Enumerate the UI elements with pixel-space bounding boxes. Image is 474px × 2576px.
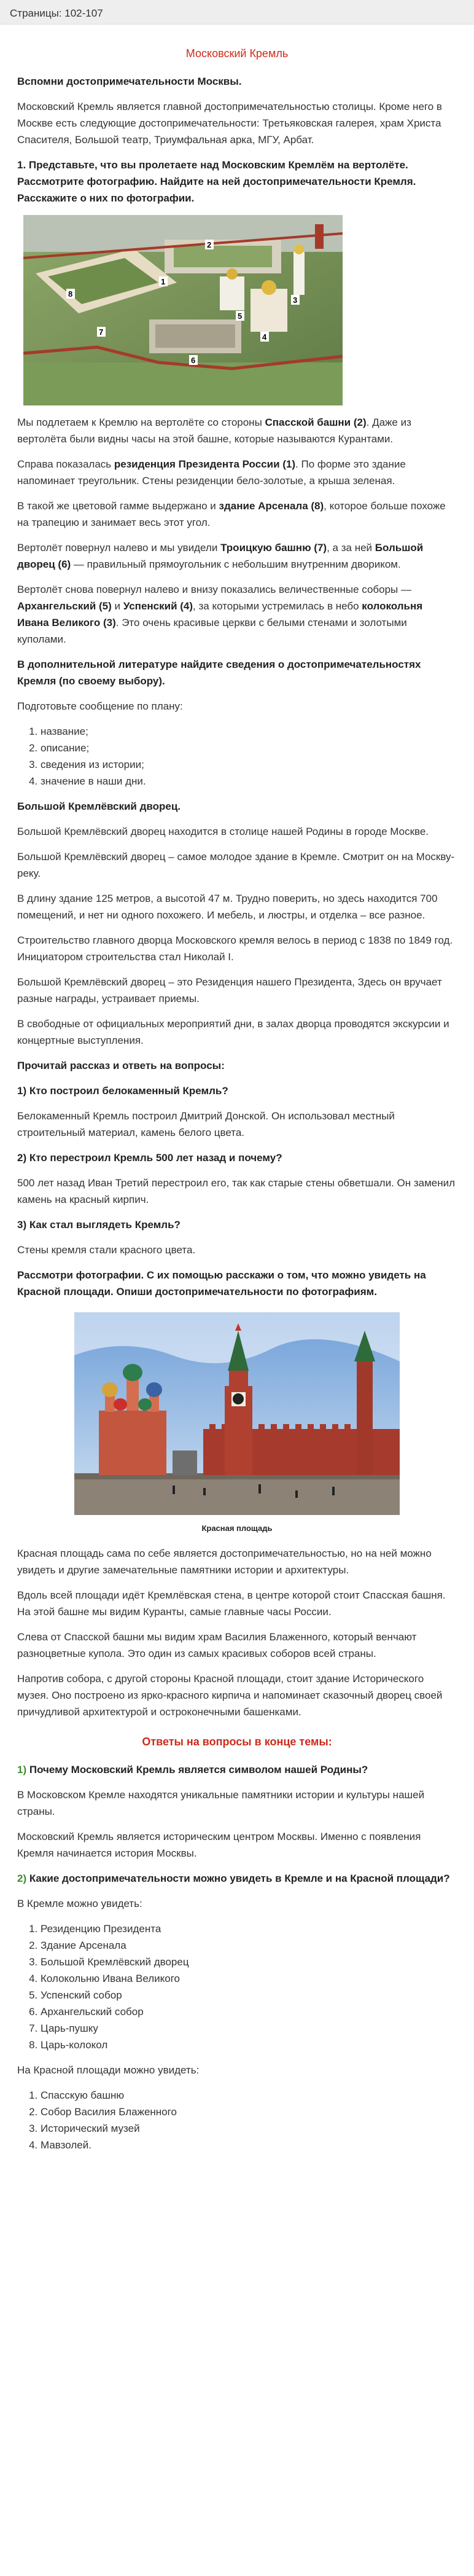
paragraph-troitskaya: Вертолёт повернул налево и мы увидели Троицкую башню (7), а за ней Большой дворец (6) — правильный прямоугольник с небольшим внутренним двориком. — [17, 542, 424, 570]
photo-label-6: 6 — [191, 356, 196, 365]
list-item: 1. Резиденцию Президента — [41, 1920, 457, 1937]
article — [0, 25, 474, 2153]
page-title: Московский Кремль — [185, 47, 289, 60]
final-question-1: 1) Почему Московский Кремль является символом нашей Родины? — [17, 1764, 368, 1775]
task-1: 1. Представьте, что вы пролетаете над Московским Кремлём на вертолёте. Рассмотрите фотографию. Найдите на ней достопримечательности Кремля. Расскажите о них по фотографии. — [17, 159, 416, 204]
kremlin-aerial-photo — [23, 215, 343, 405]
square-paragraph: Напротив собора, с другой стороны Красной площади, стоит здание Исторического музея. Оно построено из ярко-красного кирпича и напоминает сказочный дворец своей причудливой архитектурой и остроконечными башенками. — [17, 1673, 443, 1718]
photo-label-2: 2 — [207, 240, 212, 249]
palace-paragraph: Большой Кремлёвский дворец находится в столице нашей Родины в городе Москве. — [17, 826, 429, 837]
read-heading: Прочитай рассказ и ответь на вопросы: — [17, 1060, 225, 1071]
photo-label-5: 5 — [238, 311, 243, 321]
photo-label-3: 3 — [293, 296, 298, 305]
final-answer-paragraph: Московский Кремль является историческим центром Москвы. Именно с появления Кремля начинается история Москвы. — [17, 1831, 421, 1859]
list-item: 5. Успенский собор — [41, 1987, 457, 2003]
list-item: 6. Архангельский собор — [41, 2003, 457, 2020]
answers-title: Ответы на вопросы в конце темы: — [142, 1736, 332, 1748]
question-2: 2) Кто перестроил Кремль 500 лет назад и почему? — [17, 1152, 282, 1164]
square-intro: На Красной площади можно увидеть: — [17, 2064, 200, 2076]
square-paragraph: Вдоль всей площади идёт Кремлёвская стена, в центре которой стоит Спасская башня. На этой башне мы видим Куранты, самые главные часы России. — [17, 1589, 446, 1618]
kremlin-intro: В Кремле можно увидеть: — [17, 1898, 142, 1909]
list-item: 8. Царь-колокол — [41, 2037, 457, 2053]
paragraph-residence: Справа показалась резиденция Президента России (1). По форме это здание напоминает треугольник. Стены резиденции бело-золотые, а крыша зеленая. — [17, 458, 406, 487]
palace-paragraph: В свободные от официальных мероприятий дни, в залах дворца проводятся экскурсии и концертные выступления. — [17, 1018, 449, 1046]
square-paragraph: Слева от Спасской башни мы видим храм Василия Блаженного, который венчают разноцветные купола. Это один из самых красивых соборов всей страны. — [17, 1631, 417, 1659]
list-item: 3. сведения из истории; — [41, 756, 457, 773]
list-item: 4. Мавзолей. — [41, 2137, 457, 2153]
plan-list — [17, 723, 457, 789]
paragraph-cathedrals: Вертолёт снова повернул налево и внизу показались величественные соборы — Архангельский (5) и Успенский (4), за которыми устремилась в небо колокольня Ивана Великого (3). Это очень красивые церкви с белыми стенами и золотыми куполами. — [17, 584, 423, 645]
photo-label-4: 4 — [262, 332, 267, 342]
answer-1: Белокаменный Кремль построил Дмитрий Донской. Он использовал местный строительный материал, камень белого цвета. — [17, 1110, 395, 1138]
task-3: Рассмотри фотографии. С их помощью расскажи о том, что можно увидеть на Красной площади. Опиши достопримечательности по фотографиям. — [17, 1269, 426, 1298]
palace-paragraph: Большой Кремлёвский дворец – это Резиденция нашего Президента, Здесь он вручает разные награды, устраивает приемы. — [17, 976, 442, 1004]
palace-paragraph: В длину здание 125 метров, а высотой 47 м. Трудно поверить, но здесь находится 700 помещений, и нет ни одного похожего. И мебель, и люстры, и отделка – все разное. — [17, 893, 438, 921]
list-item: 4. значение в наши дни. — [41, 773, 457, 789]
list-item: 3. Исторический музей — [41, 2120, 457, 2137]
square-list — [17, 2087, 457, 2153]
pages-bar — [0, 0, 474, 25]
list-item: 2. описание; — [41, 740, 457, 756]
intro-text: Московский Кремль является главной достопримечательностью столицы. Кроме него в Москве есть следующие достопримечательности: Третьяковская галерея, храм Христа Спасителя, Большой театр, Триумфальная арка, МГУ, Арбат. — [17, 101, 442, 146]
list-item: 1. название; — [41, 723, 457, 740]
final-answer-paragraph: В Московском Кремле находятся уникальные памятники истории и культуры нашей страны. — [17, 1789, 425, 1817]
photo-label-7: 7 — [99, 327, 104, 337]
list-item: 4. Колокольню Ивана Великого — [41, 1970, 457, 1987]
list-item: 2. Собор Василия Блаженного — [41, 2104, 457, 2120]
list-item: 3. Большой Кремлёвский дворец — [41, 1954, 457, 1970]
answer-3: Стены кремля стали красного цвета. — [17, 1244, 196, 1256]
palace-heading: Большой Кремлёвский дворец. — [17, 801, 181, 812]
pages-label: Страницы: 102-107 — [10, 7, 103, 19]
intro-heading: Вспомни достопримечательности Москвы. — [17, 76, 242, 87]
kremlin-list — [17, 1920, 457, 2053]
list-item: 7. Царь-пушку — [41, 2020, 457, 2037]
list-item: 2. Здание Арсенала — [41, 1937, 457, 1954]
question-1: 1) Кто построил белокаменный Кремль? — [17, 1085, 228, 1097]
question-3: 3) Как стал выглядеть Кремль? — [17, 1219, 181, 1231]
paragraph-arsenal: В такой же цветовой гамме выдержано и здание Арсенала (8), которое больше похоже на трапецию и занимает весь этот угол. — [17, 500, 446, 528]
photo-label-1: 1 — [161, 277, 166, 286]
photo-caption: Красная площадь — [201, 1524, 273, 1533]
red-square-photo — [74, 1312, 400, 1515]
palace-paragraph: Строительство главного дворца Московского кремля велось в период с 1838 по 1849 год. Инициатором строительства стал Николай I. — [17, 934, 453, 963]
photo-label-8: 8 — [68, 289, 73, 299]
plan-intro: Подготовьте сообщение по плану: — [17, 700, 183, 712]
list-item: 1. Спасскую башню — [41, 2087, 457, 2104]
answer-2: 500 лет назад Иван Третий перестроил его, так как старые стены обветшали. Он заменил камень на красный кирпич. — [17, 1177, 456, 1205]
square-paragraph: Красная площадь сама по себе является достопримечательностью, но на ней можно увидеть и другие замечательные памятники истории и архитектуры. — [17, 1548, 432, 1576]
palace-paragraph: Большой Кремлёвский дворец – самое молодое здание в Кремле. Смотрит он на Москву-реку. — [17, 851, 455, 879]
paragraph-spasskaya: Мы подлетаем к Кремлю на вертолёте со стороны Спасской башни (2). Даже из вертолёта были видны часы на этой башне, которые называются Курантами. — [17, 417, 411, 445]
task-2: В дополнительной литературе найдите сведения о достопримечательностях Кремля (по своему выбору). — [17, 659, 421, 687]
final-question-2: 2) Какие достопримечательности можно увидеть в Кремле и на Красной площади? — [17, 1873, 450, 1884]
